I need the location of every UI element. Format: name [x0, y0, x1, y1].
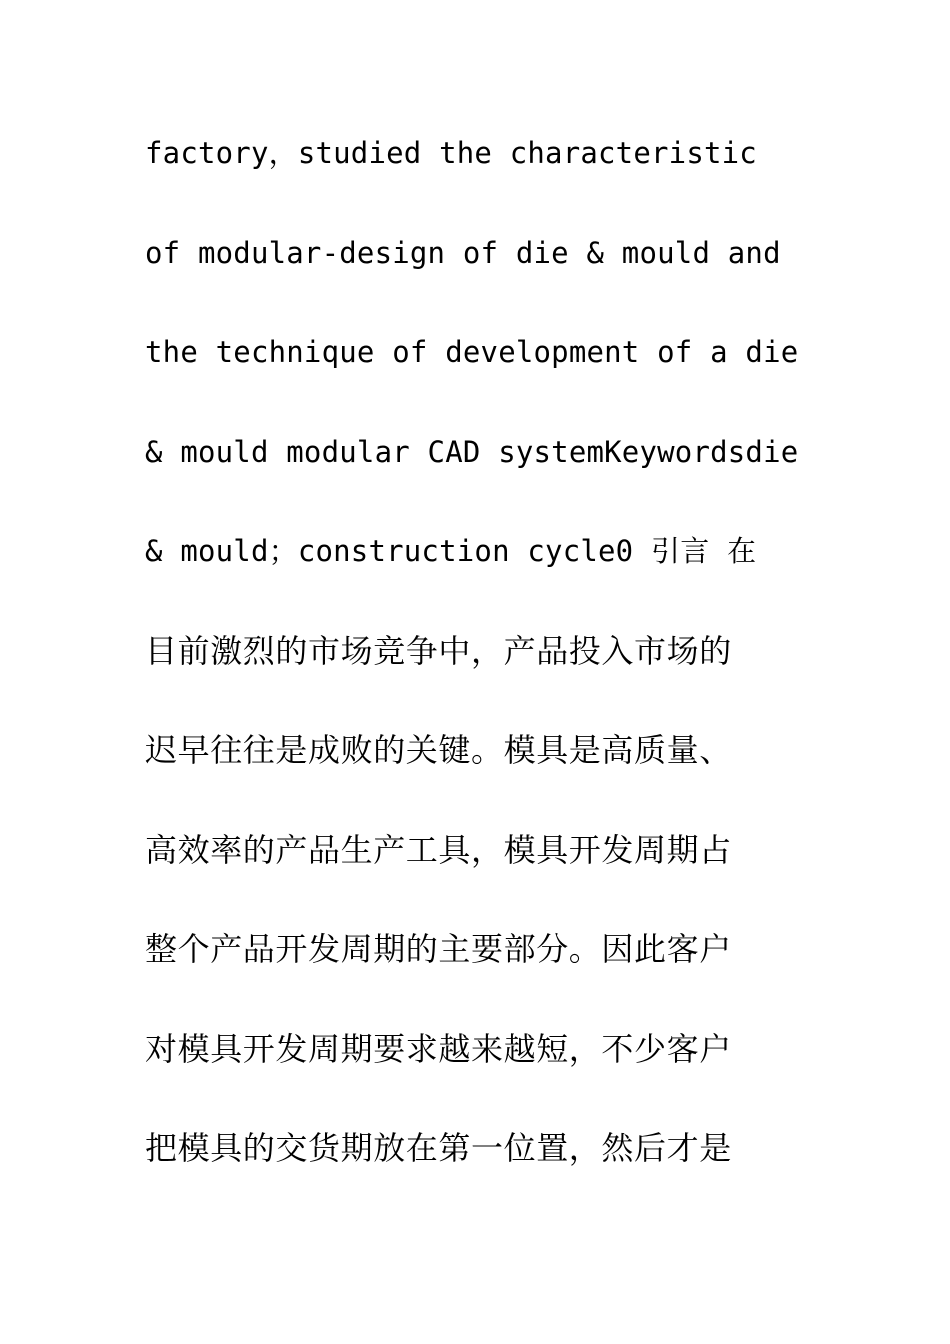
text-line-10: 对模具开发周期要求越来越短，不少客户: [145, 1029, 732, 1068]
text-line-9: 整个产品开发周期的主要部分。因此客户: [145, 930, 732, 968]
text-line-5: & mould；construction cycle0 引言 在: [145, 534, 757, 568]
text-line-8: 高效率的产品生产工具，模具开发周期占: [145, 830, 732, 869]
text-line-3: the technique of development of a die: [145, 335, 799, 369]
text-line-2: of modular-design of die & mould and: [145, 235, 781, 270]
text-line-1: factory，studied the characteristic: [145, 136, 757, 170]
text-line-11: 把模具的交货期放在第一位置，然后才是: [145, 1129, 732, 1167]
body-text: [145, 128, 805, 1223]
text-line-6: 目前激烈的市场竞争中，产品投入市场的: [145, 631, 732, 670]
text-line-4: & mould modular CAD systemKeywordsdie: [145, 434, 799, 469]
text-line-7: 迟早往往是成败的关键。模具是高质量、: [145, 731, 732, 769]
